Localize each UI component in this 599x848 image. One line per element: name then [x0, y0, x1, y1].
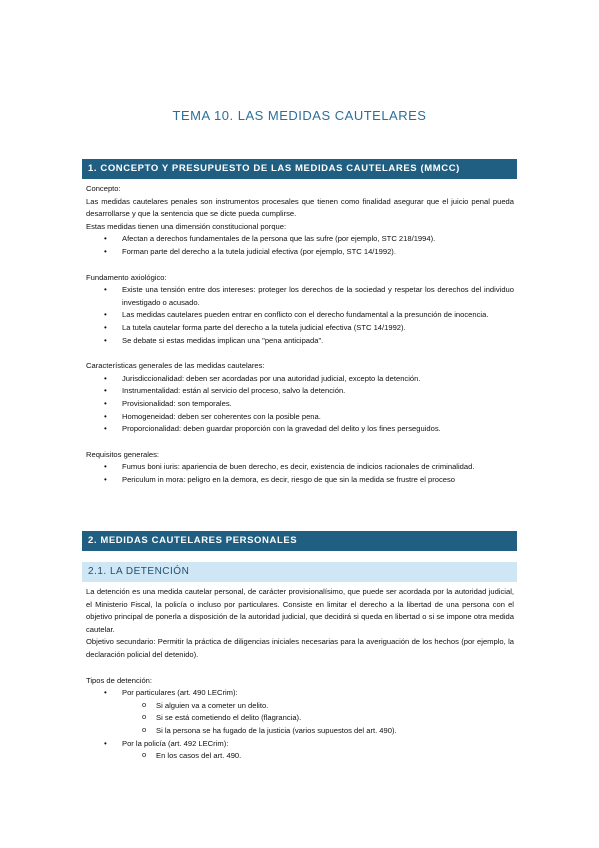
policia-item: • Por la policía (art. 492 LECrim):: [86, 738, 514, 751]
list-item: • Proporcionalidad: deben guardar proporción con la gravedad del delito y los fines perseguidos.: [86, 423, 514, 436]
list-item: o Si la persona se ha fugado de la justicia (varios supuestos del art. 490).: [86, 725, 514, 738]
fundamento-list: [86, 284, 514, 347]
subsection-2-1-heading: 2.1. LA DETENCIÓN: [82, 562, 517, 582]
concepto-text: Las medidas cautelares penales son instrumentos procesales que tienen como finalidad asegurar que el juicio penal pueda desarrollarse y que la sentencia que se dicte pueda cumplirse.: [86, 196, 514, 219]
section-2-heading: 2. MEDIDAS CAUTELARES PERSONALES: [82, 531, 517, 551]
particulares-sublist: [86, 700, 514, 738]
requisitos-label: Requisitos generales:: [86, 449, 160, 459]
list-item: o Si se está cometiendo el delito (flagrancia).: [86, 712, 514, 725]
caracteristicas-label: Características generales de las medidas cautelares:: [86, 361, 265, 371]
list-item: • La tutela cautelar forma parte del derecho a la tutela judicial efectiva (STC 14/1992).: [86, 322, 514, 335]
list-item: • Periculum in mora: peligro en la demora, es decir, riesgo de que sin la medida se frustre el proceso: [86, 474, 514, 487]
list-item: • Jurisdiccionalidad: deben ser acordadas por una autoridad judicial, excepto la detención.: [86, 373, 514, 386]
detencion-text: La detención es una medida cautelar personal, de carácter provisionalísimo, que puede ser acordada por la autoridad judicial, el Ministerio Fiscal, la policía o incluso por particulares. Consiste en limitar el derecho a la libertad de una persona con el objetivo principal de ponerla a disposición de la autoridad judicial, que decidirá si queda en libertad o si se impone otra medida cautelar.: [86, 587, 514, 634]
list-item: o En los casos del art. 490.: [86, 750, 514, 763]
list-item: • Homogeneidad: deben ser coherentes con la posible pena.: [86, 411, 514, 424]
tipos-label: Tipos de detención:: [86, 675, 152, 685]
tipos-list: [86, 687, 514, 700]
policia-sublist: [86, 750, 514, 763]
list-item: • Instrumentalidad: están al servicio del proceso, salvo la detención.: [86, 385, 514, 398]
list-item: • Las medidas cautelares pueden entrar en conflicto con el derecho fundamental a la presunción de inocencia.: [86, 309, 514, 322]
dimension-text: Estas medidas tienen una dimensión constitucional porque:: [86, 221, 287, 231]
tipos-list-2: [86, 738, 514, 751]
fundamento-label: Fundamento axiológico:: [86, 272, 167, 282]
section-1-heading: 1. CONCEPTO Y PRESUPUESTO DE LAS MEDIDAS CAUTELARES (MMCC): [82, 159, 517, 179]
document-title: TEMA 10. LAS MEDIDAS CAUTELARES: [172, 108, 427, 123]
section-1-body: [86, 183, 514, 486]
list-item: • Forman parte del derecho a la tutela judicial efectiva (por ejemplo, STC 14/1992).: [86, 246, 514, 259]
list-item: • Existe una tensión entre dos intereses: proteger los derechos de la sociedad y respetar los derechos del individuo investigado o acusado.: [86, 284, 514, 309]
dimension-list: [86, 233, 514, 258]
concepto-label: Concepto:: [86, 184, 121, 193]
list-item: o Si alguien va a cometer un delito.: [86, 700, 514, 713]
list-item: • Afectan a derechos fundamentales de la persona que las sufre (por ejemplo, STC 218/1994).: [86, 233, 514, 246]
list-item: • Fumus boni iuris: apariencia de buen derecho, es decir, existencia de indicios racionales de criminalidad.: [86, 461, 514, 474]
section-2-body: [86, 586, 514, 763]
list-item: • Provisionalidad: son temporales.: [86, 398, 514, 411]
objetivo-text: Objetivo secundario: Permitir la práctica de diligencias iniciales necesarias para la averiguación de los hechos (por ejemplo, la declaración policial del detenido).: [86, 637, 514, 659]
particulares-item: • Por particulares (art. 490 LECrim):: [86, 687, 514, 700]
requisitos-list: [86, 461, 514, 486]
caracteristicas-list: [86, 373, 514, 436]
list-item: • Se debate si estas medidas implican una "pena anticipada".: [86, 335, 514, 348]
